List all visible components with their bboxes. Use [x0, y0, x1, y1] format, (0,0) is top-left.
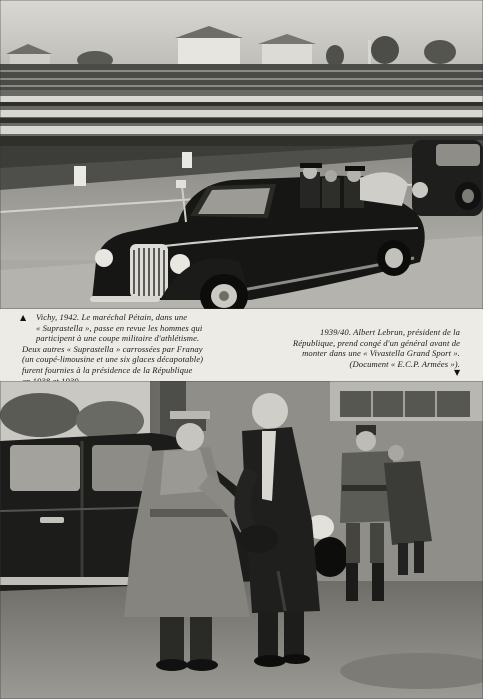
- caption-left-line: « Suprastella », passe en revue les hommes qui: [36, 322, 203, 333]
- caption-left: [22, 312, 247, 386]
- caption-right: [262, 327, 460, 369]
- caption-right-line: (Document « E.C.P. Armées »).: [349, 358, 460, 369]
- caption-left-line: participent à une coupe militaire d'athlétisme.: [36, 333, 200, 344]
- handshake-beside-car-photo: [0, 381, 483, 699]
- caption-right-line: monter dans une « Vivastella Grand Sport ».: [302, 348, 460, 359]
- caption-left-line: (un coupé-limousine et une six glaces décapotable): [22, 354, 204, 365]
- caption-marker-up: ▲: [20, 313, 27, 322]
- caption-right-line: République, prend congé d'un général avant de: [292, 337, 460, 348]
- caption-right-line: 1939/40. Albert Lebrun, président de la: [319, 327, 460, 337]
- caption-left-line: Deux autres « Suprastella » carrossées par Franay: [22, 343, 203, 354]
- caption-left-line: furent fournies à la présidence de la République: [22, 364, 193, 375]
- caption-left-line: Vichy, 1942. Le maréchal Pétain, dans une: [36, 312, 188, 322]
- top-photograph: [0, 0, 483, 309]
- open-limousine-review-photo: [0, 0, 483, 309]
- bottom-photograph: [0, 381, 483, 699]
- caption-marker-down: ▼: [454, 368, 461, 377]
